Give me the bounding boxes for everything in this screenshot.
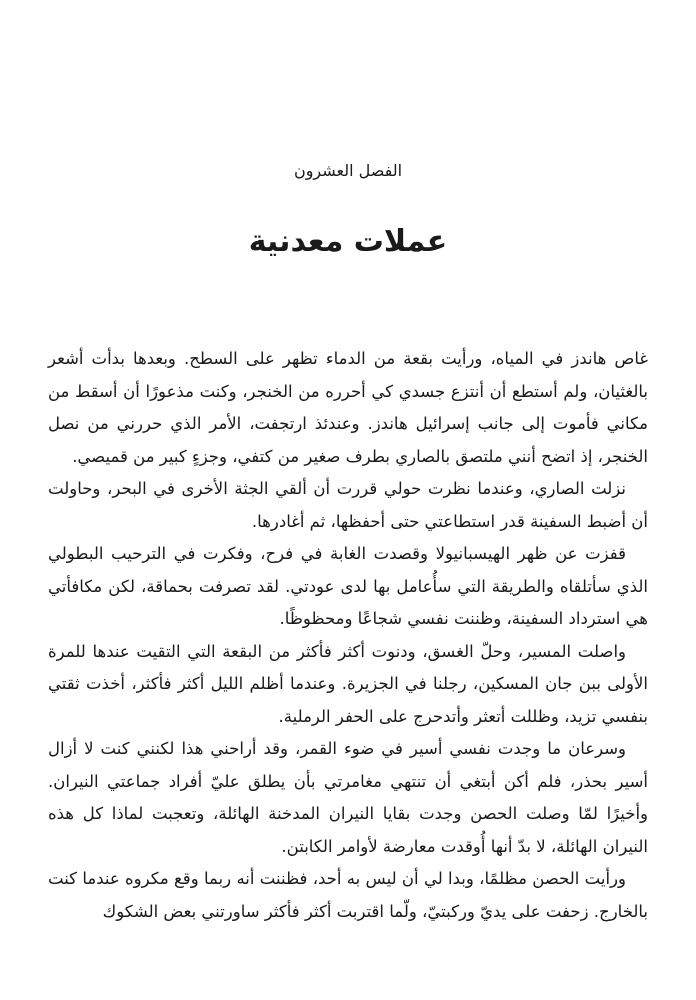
- paragraph: قفزت عن ظهر الهيسبانيولا وقصدت الغابة في فرح، وفكرت في الترحيب البطولي الذي سأتلقاه والطريقة التي سأُعامل بها لدى عودتي. لقد تصرفت بحماقة، لكن مكافأتي هي استرداد السفينة، وظننت نفسي شجاعًا ومحظوظًا.: [48, 544, 648, 628]
- paragraph: واصلت المسير، وحلّ الغسق، ودنوت أكثر فأكثر من البقعة التي التقيت عندها للمرة الأولى ببن جان المسكين، رجلنا في الجزيرة. وعندما أظلم الليل أكثر فأكثر، أخذت ثقتي بنفسي تزيد، وظللت أتعثر وأتدحرج على الحفر الرملية.: [48, 641, 648, 726]
- chapter-number-label: الفصل العشرون: [293, 161, 403, 180]
- paragraph: وسرعان ما وجدت نفسي أسير في ضوء القمر، وقد أراحني هذا لكنني كنت لا أزال أسير بحذر، فلم أكن أبتغي أن تنتهي مغامرتي بأن يطلق عليّ أفراد جماعتي النيران. وأخيرًا لمّا وصلت الحصن وجدت بقايا النيران المدخنة الهائلة، وتعجبت لماذا كل هذه النيران الهائلة، لا بدّ أنها أُوقدت معارضة لأوامر الكابتن.: [48, 739, 648, 856]
- chapter-title: عملات معدنية: [248, 224, 448, 259]
- paragraph: نزلت الصاري، وعندما نظرت حولي قررت أن ألقي الجثة الأخرى في البحر، وحاولت أن أضبط السفينة قدر استطاعتي حتى أحفظها، ثم أغادرها.: [48, 479, 648, 531]
- chapter-body: [48, 343, 648, 928]
- paragraph: ورأيت الحصن مظلمًا، وبدا لي أن ليس به أحد، فظننت أنه ربما وقع مكروه عندما كنت بالخارج. زحفت على يديّ وركبتيّ، ولّما اقتربت أكثر فأكثر ساورتني بعض الشكوك: [48, 869, 648, 921]
- paragraph: غاص هاندز في المياه، ورأيت بقعة من الدماء تظهر على السطح. وبعدها بدأت أشعر بالغثيان، ولم أستطع أن أنتزع جسدي كي أحرره من الخنجر، وكنت مذعورًا أن أسقط من مكاني فأموت إلى جانب إسرائيل هاندز. وعندئذ ارتجفت، الأمر الذي حررني من نصل الخنجر، إذ اتضح أنني ملتصق بالصاري بطرف صغير من كتفي، وجزءٍ كبير من قميصي.: [48, 349, 648, 466]
